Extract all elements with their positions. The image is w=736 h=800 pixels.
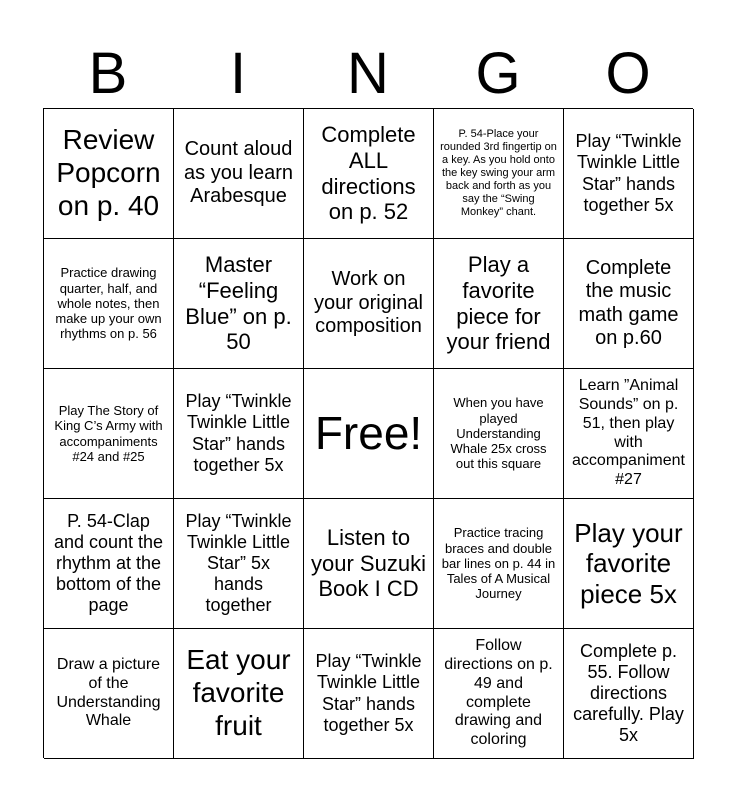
bingo-cell[interactable]: [434, 109, 564, 239]
bingo-cell[interactable]: [564, 499, 694, 629]
cell-text: Play “Twinkle Twinkle Little Star” hands together 5x: [575, 131, 682, 215]
cell-text: Play a favorite piece for your friend: [446, 252, 551, 355]
cell-text: Listen to your Suzuki Book I CD: [311, 524, 426, 602]
cell-text: Review Popcorn on p. 40: [56, 124, 161, 221]
bingo-cell[interactable]: [174, 369, 304, 499]
bingo-cell[interactable]: [174, 629, 304, 759]
bingo-cell[interactable]: [174, 499, 304, 629]
free-space-label: Free!: [314, 406, 423, 459]
bingo-cell[interactable]: [564, 239, 694, 369]
cell-text: When you have played Understanding Whale 25x cross out this square: [450, 395, 547, 472]
bingo-cell[interactable]: [304, 499, 434, 629]
bingo-cell[interactable]: [304, 109, 434, 239]
cell-text: P. 54-Place your rounded 3rd fingertip on a key. As you hold onto the key swing your arm back and forth as you say the “Swing Monkey” chant.: [440, 128, 557, 218]
cell-text: Follow directions on p. 49 and complete drawing and coloring: [444, 637, 553, 748]
bingo-cell[interactable]: [434, 239, 564, 369]
bingo-cell[interactable]: [434, 499, 564, 629]
cell-text: Play “Twinkle Twinkle Little Star” hands together 5x: [315, 651, 422, 735]
cell-text: Play “Twinkle Twinkle Little Star” 5x hands together: [185, 510, 292, 616]
cell-text: Complete ALL directions on p. 52: [321, 122, 416, 225]
bingo-cell[interactable]: [174, 239, 304, 369]
bingo-cell[interactable]: [304, 369, 434, 499]
cell-text: Master “Feeling Blue” on p. 50: [185, 252, 292, 355]
bingo-cell[interactable]: [304, 239, 434, 369]
bingo-cell[interactable]: [44, 369, 174, 499]
cell-text: Work on your original composition: [314, 268, 423, 338]
bingo-cell[interactable]: [564, 109, 694, 239]
cell-text: Practice tracing braces and double bar lines on p. 44 in Tales of A Musical Journey: [441, 525, 556, 602]
header-letter-i: I: [229, 41, 247, 106]
cell-text: Eat your favorite fruit: [186, 644, 291, 741]
bingo-cell[interactable]: [44, 109, 174, 239]
cell-text: Play your favorite piece 5x: [574, 517, 683, 609]
cell-text: Complete the music math game on p.60: [578, 256, 679, 349]
bingo-grid: [43, 108, 693, 758]
header-letter-g: G: [475, 41, 521, 106]
header-letter-o: O: [605, 41, 651, 106]
cell-text: Play “Twinkle Twinkle Little Star” hands together 5x: [185, 391, 292, 475]
bingo-cell[interactable]: [564, 369, 694, 499]
bingo-cell[interactable]: [304, 629, 434, 759]
bingo-cell[interactable]: [434, 369, 564, 499]
cell-text: Practice drawing quarter, half, and whole notes, then make up your own rhythms on p. 56: [55, 265, 162, 342]
cell-text: Play The Story of King C’s Army with accompaniments #24 and #25: [54, 403, 163, 464]
bingo-cell[interactable]: [174, 109, 304, 239]
bingo-cell[interactable]: [434, 629, 564, 759]
bingo-cell[interactable]: [44, 239, 174, 369]
header-letter-n: N: [347, 41, 389, 106]
bingo-header: [43, 40, 693, 108]
bingo-cell[interactable]: [44, 499, 174, 629]
cell-text: Draw a picture of the Understanding Whale: [56, 656, 161, 730]
cell-text: Complete p. 55. Follow directions carefully. Play 5x: [573, 640, 684, 746]
header-letter-b: B: [88, 41, 128, 106]
cell-text: P. 54-Clap and count the rhythm at the bottom of the page: [53, 510, 164, 616]
bingo-cell[interactable]: [44, 629, 174, 759]
bingo-cell[interactable]: [564, 629, 694, 759]
cell-text: Learn ”Animal Sounds” on p. 51, then play with accompaniment #27: [572, 377, 685, 488]
cell-text: Count aloud as you learn Arabesque: [184, 138, 293, 208]
